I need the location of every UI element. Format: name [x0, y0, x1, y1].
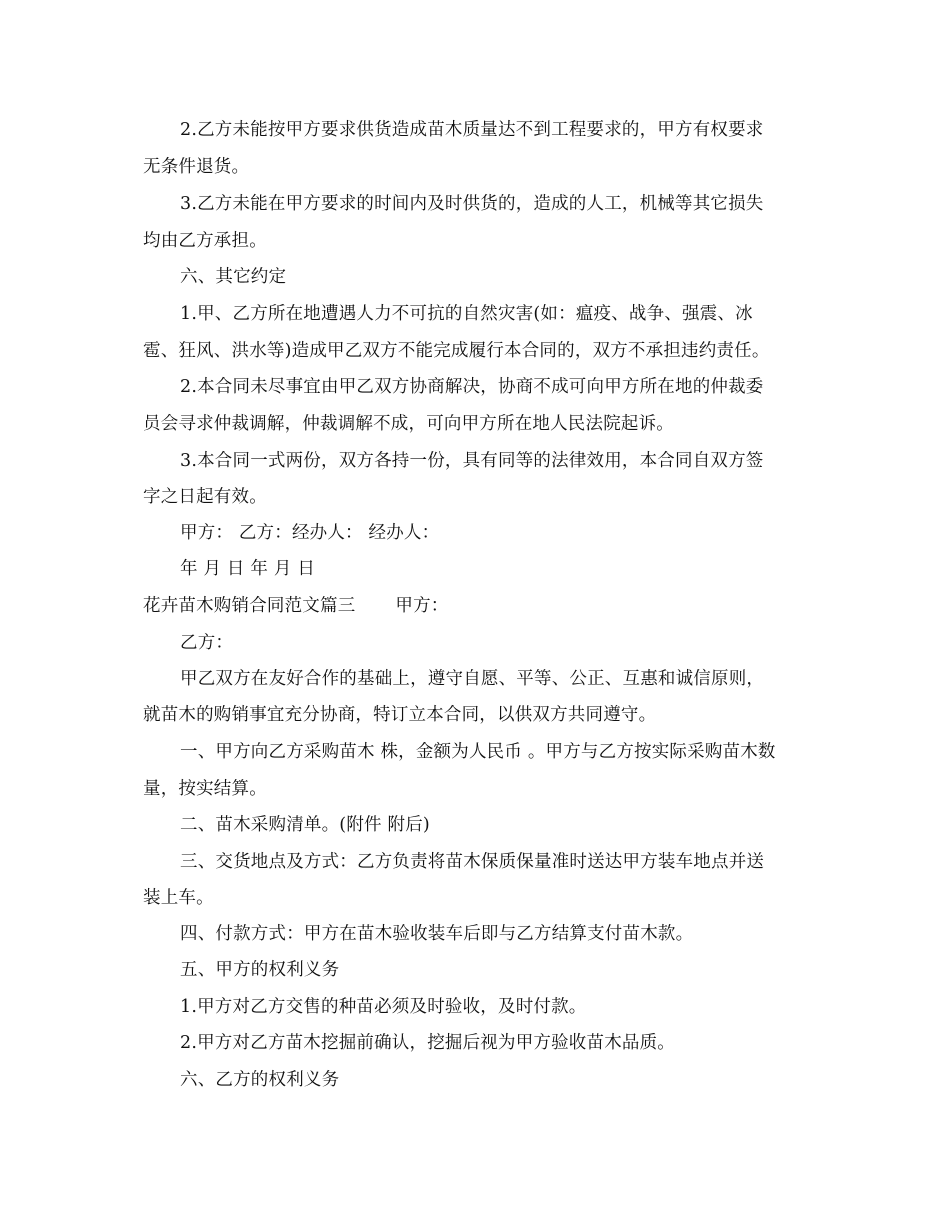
paragraph-line: 三、交货地点及方式：乙方负责将苗木保质保量准时送达甲方装车地点并送 [180, 852, 765, 872]
paragraph-line: 3.本合同一式两份，双方各持一份，具有同等的法律效用，本合同自双方签 [180, 451, 764, 471]
paragraph-line: 员会寻求仲裁调解，仲裁调解不成，可向甲方所在地人民法院起诉。 [143, 414, 674, 434]
party-b-label: 乙方： [180, 633, 234, 653]
section-heading: 六、乙方的权利义务 [180, 1070, 340, 1090]
paragraph-line: 2.甲方对乙方苗木挖掘前确认，挖掘后视为甲方验收苗木品质。 [180, 1033, 675, 1053]
paragraph-line: 装上车。 [143, 888, 214, 908]
paragraph-line: 就苗木的购销事宜充分协商，特订立本合同，以供双方共同遵守。 [143, 705, 657, 725]
paragraph-line: 雹、狂风、洪水等)造成甲乙双方不能完成履行本合同的，双方不承担违约责任。 [143, 341, 770, 361]
article-title: 花卉苗木购销合同范文篇三 [143, 596, 356, 616]
paragraph-line: 字之日起有效。 [143, 487, 267, 507]
paragraph-line: 2.本合同未尽事宜由甲乙双方协商解决，协商不成可向甲方所在地的仲裁委 [180, 377, 764, 397]
section-heading: 五、甲方的权利义务 [180, 960, 340, 980]
paragraph-line: 3.乙方未能在甲方要求的时间内及时供货的，造成的人工，机械等其它损失 [180, 194, 764, 214]
section-heading: 六、其它约定 [180, 267, 287, 287]
section-heading: 四、付款方式：甲方在苗木验收装车后即与乙方结算支付苗木款。 [180, 924, 694, 944]
paragraph-line: 2.乙方未能按甲方要求供货造成苗木质量达不到工程要求的，甲方有权要求 [180, 120, 764, 140]
party-a-label: 甲方： [395, 596, 449, 616]
paragraph-line: 量，按实结算。 [143, 779, 267, 799]
signature-line: 甲方： 乙方：经办人： 经办人： [180, 523, 440, 543]
paragraph-line: 1.甲、乙方所在地遭遇人力不可抗的自然灾害(如：瘟疫、战争、强震、冰 [180, 304, 753, 324]
article-title-row [143, 594, 813, 618]
paragraph-line: 1.甲方对乙方交售的种苗必须及时验收，及时付款。 [180, 997, 587, 1017]
paragraph-line: 均由乙方承担。 [143, 231, 267, 251]
date-line: 年 月 日 年 月 日 [180, 559, 316, 579]
paragraph-line: 甲乙双方在友好合作的基础上，遵守自愿、平等、公正、互惠和诚信原则， [180, 669, 765, 689]
section-heading: 二、苗木采购清单。(附件 附后) [180, 815, 430, 835]
paragraph-line: 一、甲方向乙方采购苗木 株，金额为人民币 。甲方与乙方按实际采购苗木数 [180, 742, 776, 762]
paragraph-line: 无条件退货。 [143, 157, 250, 177]
